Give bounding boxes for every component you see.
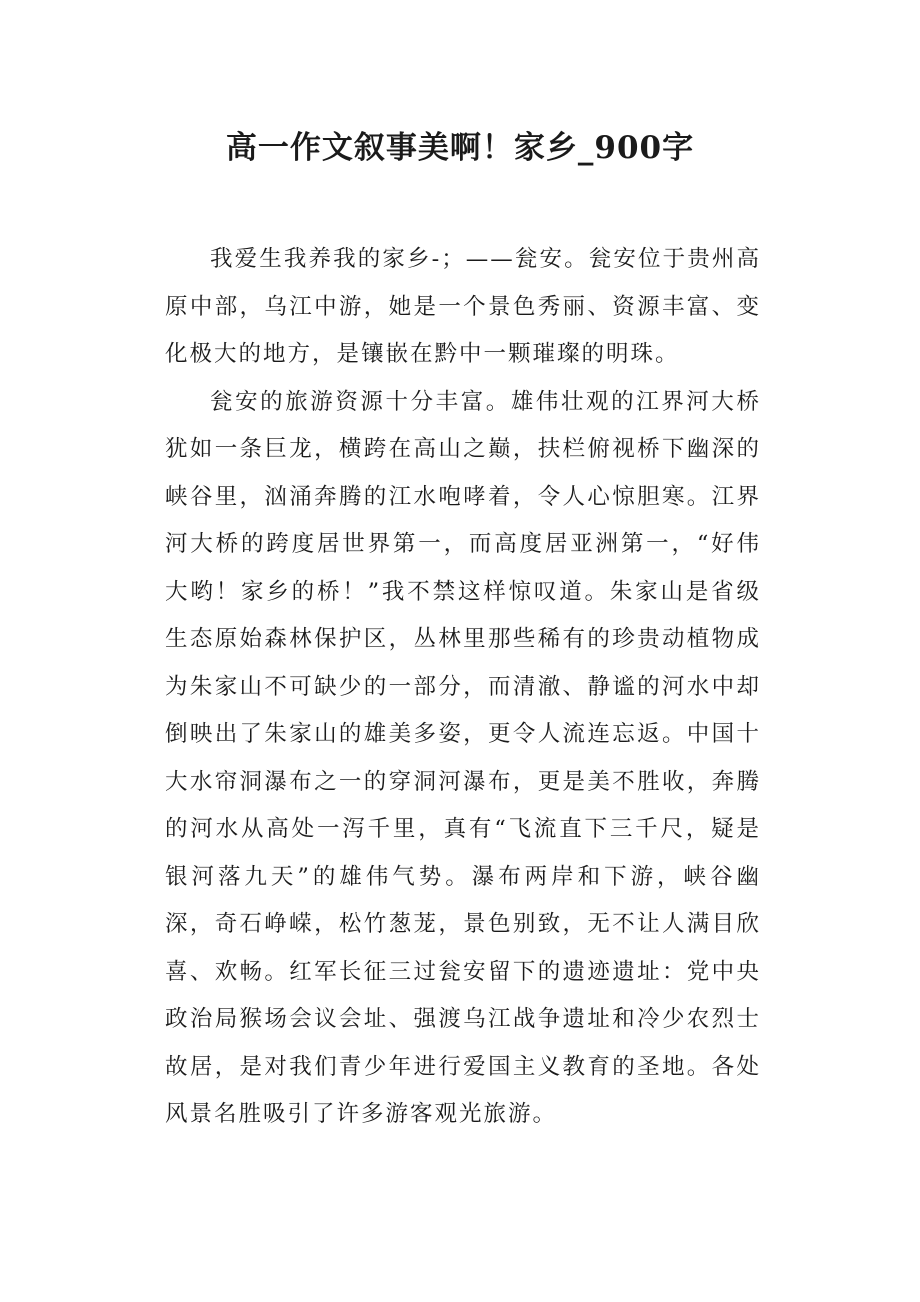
paragraph-intro: 我爱生我养我的家乡-；——瓮安。瓮安位于贵州高原中部，乌江中游，她是一个景色秀丽、资源丰富、变化极大的地方，是镶嵌在黔中一颗璀璨的明珠。: [165, 246, 761, 367]
paragraph-tourism: 瓮安的旅游资源十分丰富。雄伟壮观的江界河大桥犹如一条巨龙，横跨在高山之巅，扶栏俯视桥下幽深的峡谷里，汹涌奔腾的江水咆哮着，令人心惊胆寒。江界河大桥的跨度居世界第一，而高度居亚洲第一，“好伟大哟！家乡的桥！”我不禁这样惊叹道。朱家山是省级生态原始森林保护区，丛林里那些稀有的珍贵动植物成为朱家山不可缺少的一部分，而清澈、静谧的河水中却倒映出了朱家山的雄美多姿，更令人流连忘返。中国十大水帘洞瀑布之一的穿洞河瀑布，更是美不胜收，奔腾的河水从高处一泻千里，真有“飞流直下三千尺，疑是银河落九天”的雄伟气势。瀑布两岸和下游，峡谷幽深，奇石峥嵘，松竹葱茏，景色别致，无不让人满目欣喜、欢畅。红军长征三过瓮安留下的遗迹遗址：党中央政治局猴场会议会址、强渡乌江战争遗址和冷少农烈士故居，是对我们青少年进行爱国主义教育的圣地。各处风景名胜吸引了许多游客观光旅游。: [165, 388, 761, 1127]
document-body: [165, 236, 761, 1139]
document-title: 高一作文叙事美啊！家乡_900字: [225, 130, 695, 166]
